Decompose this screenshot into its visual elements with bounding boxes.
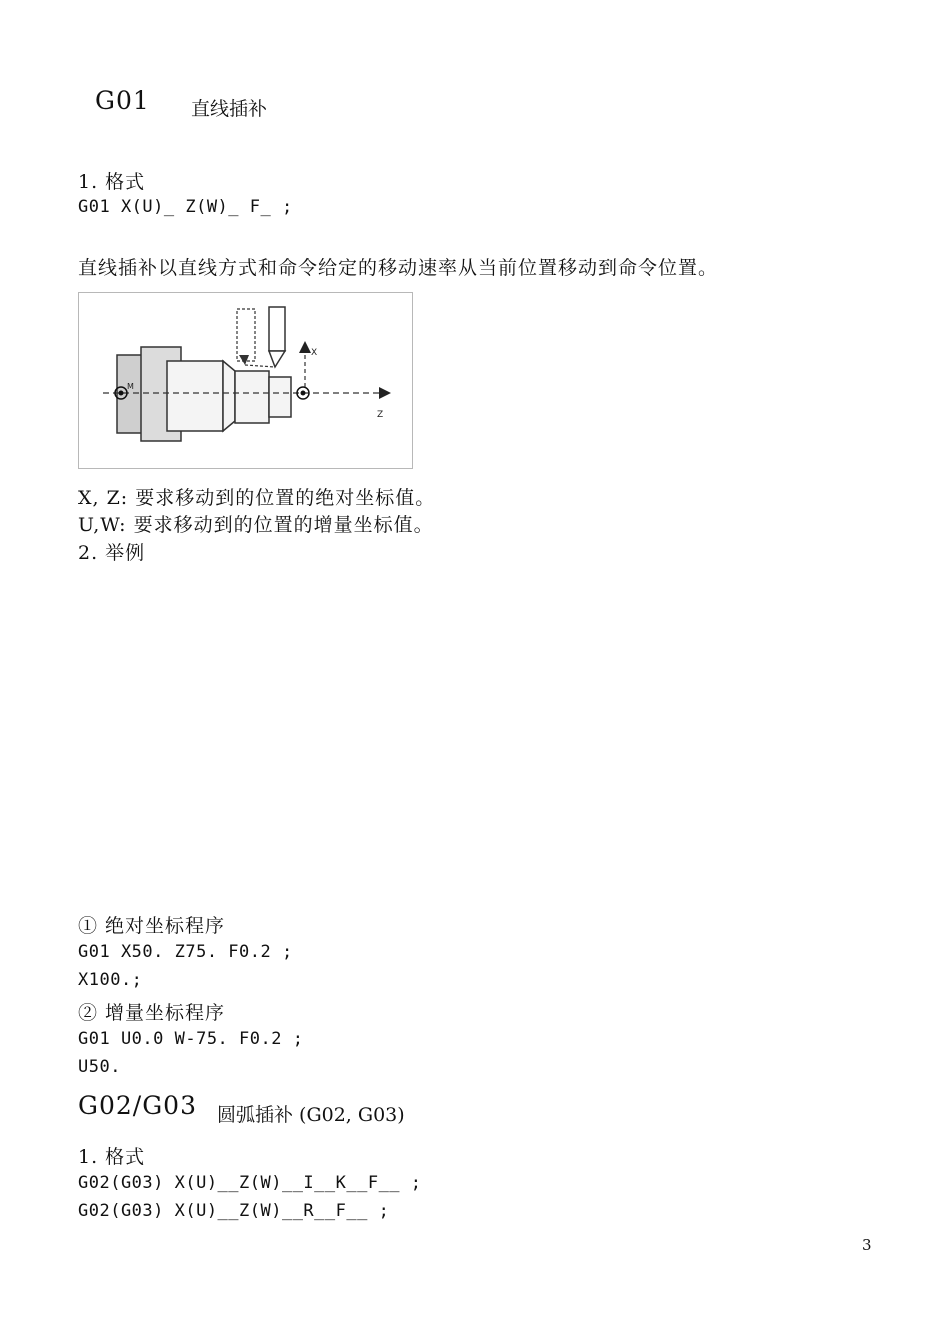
g01-description: 直线插补以直线方式和命令给定的移动速率从当前位置移动到命令位置。 [78,257,719,279]
workpiece-small [235,371,269,423]
g01-param-uw: U,W: 要求移动到的位置的增量坐标值。 [78,514,434,536]
g01-param-xz: X, Z: 要求移动到的位置的绝对坐标值。 [78,487,436,509]
g01-code: G01 [95,86,150,115]
workpiece-end [269,377,291,417]
g01-format-heading: 1. 格式 [78,171,146,193]
z-axis-label: Z [377,410,384,420]
page-number: 3 [862,1236,872,1254]
x-axis-label: X [311,348,318,358]
g01-incremental-line2: U50. [78,1057,121,1077]
tool-start-dashed [237,309,255,361]
g01-title: 直线插补 [191,98,268,120]
workpiece-taper [223,361,235,431]
g01-example-heading: 2. 举例 [78,542,146,564]
g02-code: G02/G03 [78,1091,197,1120]
g02-format-line1: G02(G03) X(U)__Z(W)__I__K__F__ ; [78,1173,422,1193]
lathe-diagram [78,292,413,469]
x-axis-arrow [299,341,311,353]
z-axis-arrow [379,387,391,399]
workpiece-body [167,361,223,431]
g01-absolute-heading: ① 绝对坐标程序 [78,915,226,937]
tool-path [245,365,275,367]
g02-format-line2: G02(G03) X(U)__Z(W)__R__F__ ; [78,1201,390,1221]
g01-incremental-line1: G01 U0.0 W-75. F0.2 ; [78,1029,304,1049]
g01-absolute-line1: G01 X50. Z75. F0.2 ; [78,942,293,962]
g01-incremental-heading: ② 增量坐标程序 [78,1002,226,1024]
origin-label: M [127,382,134,391]
g01-absolute-line2: X100.; [78,970,143,990]
tool-end [269,307,285,351]
g01-format-line: G01 X(U)_ Z(W)_ F_ ; [78,197,293,217]
g02-title: 圆弧插补 (G02, G03) [217,1104,405,1126]
g02-format-heading: 1. 格式 [78,1146,146,1168]
tool-tip [269,351,285,367]
